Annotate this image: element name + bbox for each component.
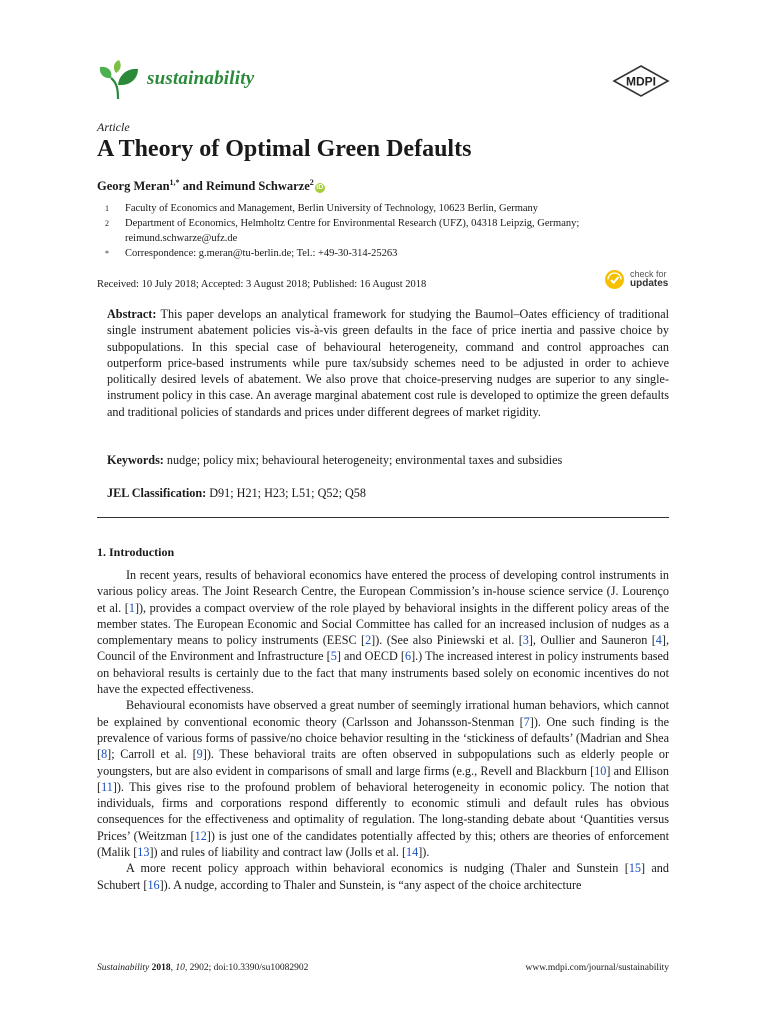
footer-year: 2018 (151, 963, 171, 973)
keywords-text: nudge; policy mix; behavioural heterogeneity; environmental taxes and subsidies (163, 453, 563, 467)
citation-link[interactable]: 11 (101, 779, 113, 794)
check-updates-line1: check for (630, 269, 667, 279)
intro-paragraph-1: In recent years, results of behavioral economics have entered the process of developing control instruments in various policy areas. The Joint Research Centre, the European Commission’s in-house science service (J. Lourenço et al. [1]), provides a compact overview of the role played by behavioral insights in the different policy areas of the member states. The European Economic and Social Committee has called for an increased inclusion of nudges as a complementary means to policy instruments (EESC [2]). (See also Piniewski et al. [3], Oullier and Sauneron [4], Council of the Environment and Infrastructure [5] and OECD [6].) The increased interest in policy instruments based on behavioral results is certainly due to the fact that many instruments based solely on economic incentives do not have the expected effectiveness. (97, 568, 670, 697)
citation-link[interactable]: 7 (523, 714, 530, 729)
affiliation-2 (97, 216, 672, 246)
article-title: A Theory of Optimal Green Defaults (97, 136, 472, 162)
keywords-label: Keywords: (107, 453, 164, 467)
check-updates-line2: updates (630, 278, 669, 289)
footer-doi: , 2902; doi:10.3390/su10082902 (184, 963, 309, 973)
orcid-icon[interactable]: iD (316, 184, 324, 192)
author-2-affiliation: 2 (309, 178, 314, 187)
jel-label: JEL Classification: (107, 486, 207, 500)
affiliation-text: Department of Economics, Helmholtz Centre for Environmental Research (UFZ), 04318 Leipzig, Germany; reimund.schwarze@ufz.de (125, 218, 580, 244)
citation-link[interactable]: 6 (404, 649, 412, 664)
citation-link[interactable]: 3 (522, 633, 529, 648)
citation-link[interactable]: 4 (655, 633, 662, 648)
author-1[interactable]: Georg Meran (97, 179, 170, 194)
check-for-updates-badge[interactable] (604, 269, 674, 293)
publisher-name: MDPI (626, 74, 656, 89)
abstract-text: This paper develops an analytical framework for studying the Baumol–Oates efficiency of traditional single instrument abatement policies vis-à-vis green defaults in the face of price inertia and passive choice by subpopulations. In this special case of behavioural heterogeneity, command and control approaches can outperform price-based instruments while pure tax/subsidy schemes need to be adjusted in order to achieve politically desired levels of abatement. We also prove that choice-preserving nudges are superior to any single-instrument policy in this case. An average marginal abatement cost rule is developed to optimize the green defaults and traditional policies of standards and prices under different degrees of market rigidity. (107, 307, 669, 419)
citation-link[interactable]: 12 (194, 828, 207, 843)
footer-citation: Sustainability 2018, 10, 2902; doi:10.3390/su10082902 (97, 963, 309, 973)
citation-link[interactable]: 16 (147, 877, 160, 892)
author-list (97, 178, 325, 194)
jel-classification (107, 485, 669, 501)
mdpi-logo-icon (611, 64, 671, 98)
abstract-label: Abstract: (107, 307, 157, 321)
keywords (107, 452, 669, 468)
intro-paragraph-3: A more recent policy approach within behavioral economics is nudging (Thaler and Sunstein [15] and Schubert [16]). A nudge, according to Thaler and Sunstein, is “any aspect of the choice architecture (97, 861, 669, 892)
journal-name: sustainability (147, 68, 255, 89)
citation-link[interactable]: 9 (196, 747, 203, 762)
affiliation-text: Faculty of Economics and Management, Berlin University of Technology, 10623 Berlin, Germany (125, 203, 539, 214)
abstract (107, 306, 669, 420)
intro-paragraph-2: Behavioural economists have observed a great number of seemingly irrational human behaviors, which cannot be explained by conventional economic theory (Carlsson and Johansson-Stenman [7]). One such finding is the prevalence of various forms of passive/no choice behavior resulting in the ‘stickiness of defaults’ (Madrian and Shea [8]; Carroll et al. [9]). These behavioral traits are often observed in subpopulations such as elderly people or youngsters, but are also evident in comparisons of small and large firms (e.g., Revell and Blackburn [10] and Ellison [11]). This gives rise to the profound problem of behavioral heterogeneity in economic policy. The notion that individuals, firms and corporations respond differently to economic stimuli and default rules has obvious consequences for the effectiveness and optimality of regulation. The long-standing debate about ‘Quantities versus Prices’ (Weitzman [12]) is just one of the candidates potentially affected by this; others are theories of enforcement (Malik [13]) and rules of liability and contract law (Jolls et al. [14]). (97, 698, 670, 860)
footer-journal-url[interactable]: www.mdpi.com/journal/sustainability (525, 963, 669, 973)
citation-link[interactable]: 1 (128, 600, 135, 615)
section-heading: 1. Introduction (97, 545, 175, 559)
jel-text: D91; H21; H23; L51; Q52; Q58 (206, 486, 366, 500)
affiliation-mark: 1 (105, 204, 109, 213)
citation-link[interactable]: 15 (628, 861, 641, 876)
footer-journal: Sustainability (97, 963, 150, 973)
author-separator: and (179, 179, 206, 194)
author-1-affiliation: 1,* (169, 178, 180, 187)
citation-link[interactable]: 5 (330, 649, 337, 664)
citation-link[interactable]: 13 (137, 845, 150, 860)
check-updates-icon (604, 269, 625, 290)
section-divider (97, 517, 669, 518)
affiliation-mark: 2 (105, 219, 109, 228)
affiliation-1 (97, 201, 672, 216)
correspondence-text: Correspondence: g.meran@tu-berlin.de; Tel.: +49-30-314-25263 (125, 248, 398, 259)
journal-leaf-logo-icon (97, 59, 141, 103)
citation-link[interactable]: 14 (406, 845, 419, 860)
correspondence (97, 246, 672, 261)
citation-link[interactable]: 10 (594, 763, 607, 778)
publication-dates: Received: 10 July 2018; Accepted: 3 August 2018; Published: 16 August 2018 (97, 279, 427, 290)
author-2[interactable]: Reimund Schwarze (205, 179, 310, 194)
citation-link[interactable]: 8 (101, 747, 108, 762)
introduction-body (97, 567, 669, 893)
citation-link[interactable]: 2 (365, 633, 372, 648)
affiliation-mark: * (105, 249, 109, 258)
article-type: Article (97, 120, 130, 134)
footer-volume: 10 (175, 963, 185, 973)
